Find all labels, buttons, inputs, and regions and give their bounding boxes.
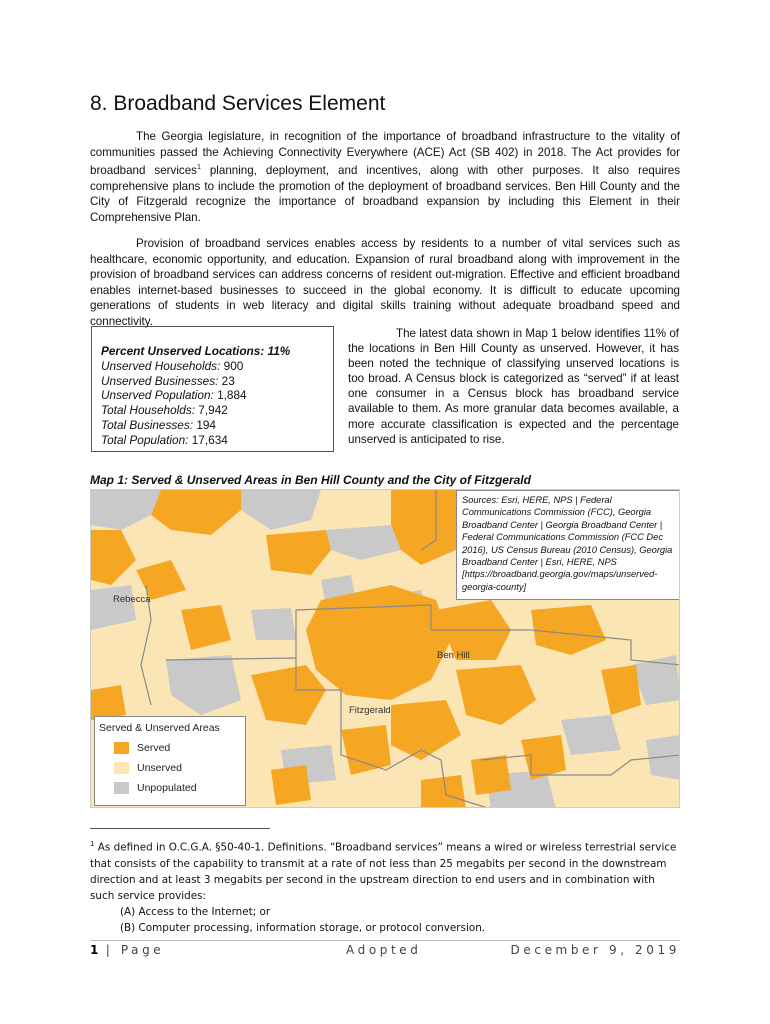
stat-value: 900 — [223, 358, 244, 373]
stat-value: 23 — [221, 373, 235, 388]
footnote-reference[interactable]: 1 — [196, 164, 201, 172]
stat-label: Unserved Households: — [101, 358, 221, 373]
stat-label: Total Businesses: — [101, 417, 194, 432]
stat-label: Total Households: — [101, 403, 196, 418]
footnote-divider — [90, 828, 270, 829]
footnote-item-b: (B) Computer processing, information storage, or protocol conversion. — [120, 922, 486, 935]
legend-swatch-unserved — [114, 762, 129, 774]
footnote-text: As defined in O.C.G.A. §50-40-1. Definitions. “Broadband services” means a wired or wireless terrestrial service that consists of the capability to transmit at a rate of not less than 25 megabits per second in the downstream direction and at least 3 megabits per second in the upstream direction to end users and in combination with such service provides: — [90, 841, 677, 903]
percent-unserved-row — [101, 344, 333, 359]
page-number: 1 — [90, 943, 99, 957]
legend-item-unpopulated — [114, 781, 197, 795]
latest-data-paragraph: The latest data shown in Map 1 below identifies 11% of the locations in Ben Hill County as unserved. However, it has been noted the technique of classifying unserved locations is too broad. A Census block is categorized as “served” if at least one consumer in a Census block has broadband service available to them. As more granular data becomes available, a more accurate classification is expected and the percentage unserved is anticipated to rise. — [348, 327, 679, 446]
percent-unserved-value: 11% — [267, 344, 291, 358]
legend-label: Unpopulated — [137, 782, 197, 794]
broadband-map[interactable] — [90, 489, 680, 808]
stat-row — [101, 359, 333, 374]
page-label: | Page — [105, 943, 165, 957]
legend-item-served — [114, 741, 170, 755]
legend-label: Unserved — [137, 762, 182, 774]
legend-swatch-served — [114, 742, 129, 754]
stat-row — [101, 433, 333, 448]
legend-item-unserved — [114, 761, 182, 775]
stat-value: 194 — [196, 417, 216, 432]
intro-paragraph — [90, 129, 680, 225]
unserved-stats-box — [91, 326, 334, 452]
map-sources: Sources: Esri, HERE, NPS | Federal Communications Commission (FCC), Georgia Broadband Center | Georgia Broadband Center | Federal Communications Commission (FCC Dec 2016), US Census Bureau (2010 Census), Georgia Broadband Center | Esri, HERE, NPS [https://broadband.georgia.gov/maps/unserved-georgia-county] — [456, 490, 680, 600]
stat-row — [101, 388, 333, 403]
intro-text-b: planning, deployment, and incentives, along with other purposes. It also requires comprehensive plans to include the promotion of the deployment of broadband services. Ben Hill County and the City of Fitzgerald recognize the importance of broadband expansion by including this Element in their Comprehensive Plan. — [90, 164, 680, 224]
intro-text-a: The Georgia legislature, in recognition of the importance of broadband infrastructure to the vitality of communities passed the Achieving Connectivity Everywhere (ACE) Act (SB 402) in 2018. The Act provides for broadband services — [90, 130, 680, 178]
footer-status: Adopted — [346, 943, 422, 957]
stat-row — [101, 374, 333, 389]
footer-date: December 9, 2019 — [510, 943, 680, 957]
place-label-ben-hill: Ben Hill — [437, 650, 470, 661]
broadband-benefits-paragraph: Provision of broadband services enables access by residents to a number of vital services such as healthcare, economic opportunity, and education. Expansion of rural broadband along with improvement in the provision of broadband services can address concerns of resident out-migration. Effective and efficient broadband enables internet-based businesses to succeed in the global economy. It is difficult to educate upcoming generations of students in web literacy and digital skills training without adequate broadband speed and connectivity. — [90, 237, 680, 328]
map-caption: Map 1: Served & Unserved Areas in Ben Hill County and the City of Fitzgerald — [90, 473, 531, 487]
legend-label: Served — [137, 742, 171, 754]
stat-value: 1,884 — [217, 388, 247, 403]
footer-page — [90, 943, 164, 957]
footnote-number: 1 — [90, 840, 95, 848]
map-legend — [94, 716, 246, 806]
stat-label: Unserved Population: — [101, 388, 214, 403]
page-title: 8. Broadband Services Element — [90, 92, 386, 115]
stat-label: Unserved Businesses: — [101, 373, 219, 388]
footnote — [90, 836, 680, 937]
footnote-item-a: (A) Access to the Internet; or — [120, 906, 271, 919]
stat-row — [101, 403, 333, 418]
stat-label: Total Population: — [101, 432, 189, 447]
stat-row — [101, 418, 333, 433]
footnote-body — [90, 836, 680, 904]
place-label-rebecca: Rebecca — [113, 594, 151, 605]
legend-title: Served & Unserved Areas — [99, 722, 220, 734]
stat-value: 7,942 — [198, 403, 228, 418]
footer-divider — [90, 940, 680, 941]
place-label-fitzgerald: Fitzgerald — [349, 705, 391, 716]
percent-unserved-label: Percent Unserved Locations: — [101, 344, 265, 358]
legend-swatch-unpopulated — [114, 782, 129, 794]
stat-value: 17,634 — [191, 432, 228, 447]
